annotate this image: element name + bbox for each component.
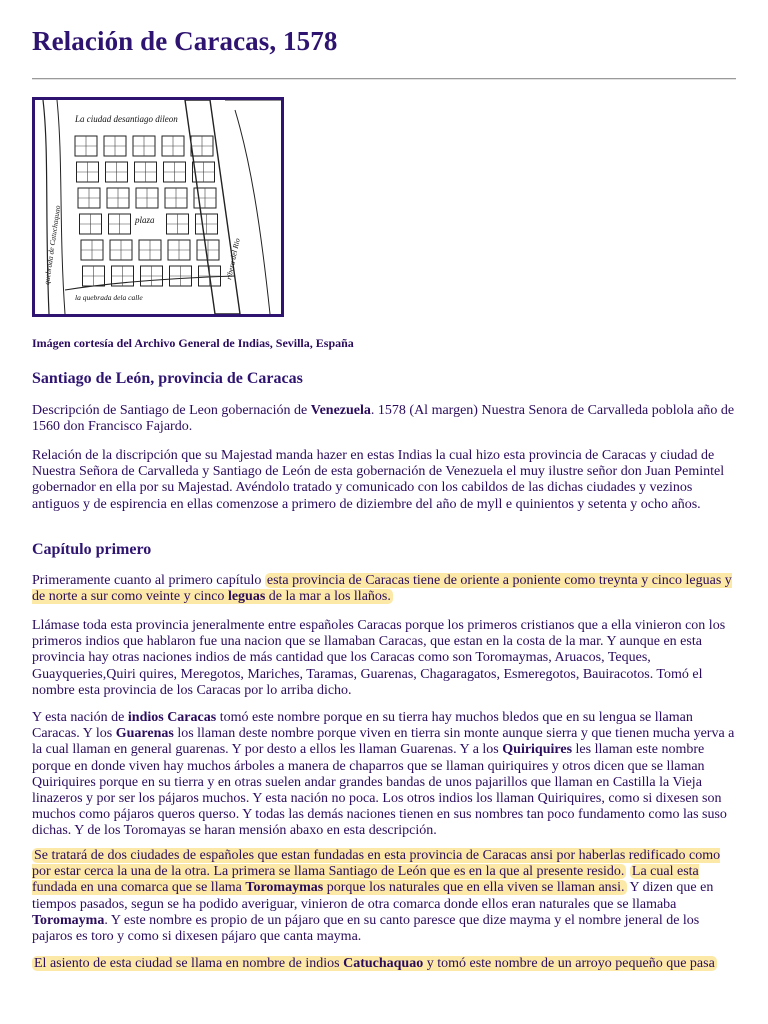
map-block-divider: [168, 240, 190, 260]
map-block-divider: [191, 136, 213, 156]
highlight: El asiento de esta ciudad se llama en nombre de indios Catuchaquao y tomó este nombre de un arroyo pequeño que pasa: [34, 956, 715, 971]
map-block-divider: [78, 188, 100, 208]
map-block-divider: [167, 214, 189, 234]
paragraph-description: Descripción de Santiago de Leon gobernación de Venezuela. 1578 (Al margen) Nuestra Senora de Carvalleda poblola año de 1560 don Francisco Fajardo.: [32, 403, 735, 435]
map-label-right: ribera del Rio: [224, 237, 242, 281]
map-block-divider: [162, 136, 184, 156]
map-block-divider: [110, 240, 132, 260]
map-label-left: quebrada de Catuchaquao: [42, 204, 63, 286]
map-block-divider: [83, 266, 105, 286]
map-block-divider: [135, 162, 157, 182]
map-block-divider: [133, 136, 155, 156]
map-block-divider: [107, 188, 129, 208]
map-label-top: La ciudad desantiago dileon: [75, 114, 178, 124]
map-block-divider: [197, 240, 219, 260]
map-block-divider: [109, 214, 131, 234]
page-title: Relación de Caracas, 1578: [32, 26, 338, 56]
paragraph-relacion: Relación de la discripción que su Majestad manda hazer en estas Indias la cual hizo esta provincia de Caracas y ciudad de Nuestra Señora de Carvalleda y Santiago de León de esta gobernación de Venezuela el muy ilustre señor don Juan Pemintel gobernador en ella por su Majestad. Avéndolo tratado y comunicado con los cabildos de las dichas ciudades y vezinos antiguos y de espirencia en ellas comenzose a primero de diziembre del año de myll e quinientos y setenta y ocho años.: [32, 448, 725, 512]
paragraph-asiento: [32, 956, 740, 972]
map-block-divider: [81, 240, 103, 260]
map-block-divider: [112, 266, 134, 286]
section-heading-capitulo: Capítulo primero: [32, 541, 152, 558]
highlight: esta provincia de Caracas tiene de oriente a poniente como treynta y cinco leguas y de norte a sur como veinte y cinco leguas de la mar a los llaños.: [32, 573, 732, 605]
section-heading-santiago: Santiago de León, provincia de Caracas: [32, 370, 303, 387]
map-block-divider: [77, 162, 99, 182]
map-block-divider: [196, 214, 218, 234]
map-label-bottom: la quebrada dela calle: [75, 293, 143, 302]
map-block-divider: [164, 162, 186, 182]
map-block-divider: [75, 136, 97, 156]
historic-map-image: [32, 97, 284, 317]
paragraph-ciudades: Se tratará de dos ciudades de españoles que estan fundadas en esta provincia de Caracas ansi por haberlas redificado como por estar cerca la una de la otra. La primera se llama Santiago de León que es en la que al presente resido. La cual esta fundada en una comarca que se llama Toromaymas porque los naturales que en ella viven se llaman ansi. Y dizen que en tiempos pasados, segun se ha podido averiguar, vinieron de otra comarca donde ellos eran naturales que se llamaba Toromayma. Y este nombre es propio de un pájaro que en su canto paresce que dize mayma y el nombre jeneral de los pajaros es toro y como si dixesen pájaro que canta mayma.: [32, 848, 721, 945]
map-block-divider: [141, 266, 163, 286]
map-block-divider: [165, 188, 187, 208]
map-block-divider: [104, 136, 126, 156]
highlight: Se tratará de dos ciudades de españoles que estan fundadas en esta provincia de Caracas ansi por haberlas redificado como por estar cerca la una de la otra. La primera se llama Santiago de León que es en la que al presente resido.: [32, 848, 721, 880]
map-block-divider: [170, 266, 192, 286]
map-block-divider: [80, 214, 102, 234]
map-block-divider: [106, 162, 128, 182]
map-block-divider: [199, 266, 221, 286]
paragraph-nacion: Y esta nación de indios Caracas tomó este nombre porque en su tierra hay muchos bledos que en su lengua se llaman Caracas. Y los Guarenas los llaman deste nombre porque viven en tierra sin monte aunque sierra y que tienen mucha yerva a la cual llaman en general guarenas. Y por desto a ellos les llaman Guarenas. Y a los Quiriquires les llaman este nombre porque en donde viven hay muchos árboles a manera de chaparros que se llaman quiriquires y otros dicen que se llaman Quiriquires porque en su tierra y en otras suelen andar grandes bandas de unos pajarillos que llaman en Castilla la Vieja linazeros y por ser los pájaros muchos. Y esta nación no poca. Los otros indios los llaman Quiriquires, como si dixesen son muchos como pájaros queros querso. Y todas las demás naciones tienen en sus nombres tan poco fundamento como las suso dichas. Y de los Toromayas se haran mensión abaxo en esta descripción.: [32, 710, 735, 839]
map-block-divider: [136, 188, 158, 208]
highlight: La cual esta fundada en una comarca que se llama Toromaymas porque los naturales que en ella viven se llaman ansi.: [32, 864, 699, 896]
paragraph-capitulo-primero: Primeramente cuanto al primero capítulo esta provincia de Caracas tiene de oriente a poniente como treynta y cinco leguas y de norte a sur como veinte y cinco leguas de la mar a los llaños.: [32, 573, 732, 605]
map-block-divider: [139, 240, 161, 260]
paragraph-llamase: Llámase toda esta provincia jeneralmente entre españoles Caracas porque los primeros cristianos que a ella vinieron con los primeros indios que hablaron fue una nacion que se llamaban Caracas, que estan en la costa de la mar. Y aunque en esta provincia hay otras naciones indios de más cantidad que los Caracas como son Toromaymas, Aruacos, Teques, Guayqueries,Quiri quires, Meregotos, Mariches, Taramas, Guarenas, Chagaragatos, Esmeregotos, Bauiracotos. Tomó el nombre esta provincia de los Caracas por lo arriba dicho.: [32, 618, 726, 698]
image-caption: Imágen cortesía del Archivo General de Indias, Sevilla, España: [32, 336, 354, 350]
horizontal-rule: [32, 78, 736, 80]
map-label-plaza: plaza: [135, 215, 155, 225]
